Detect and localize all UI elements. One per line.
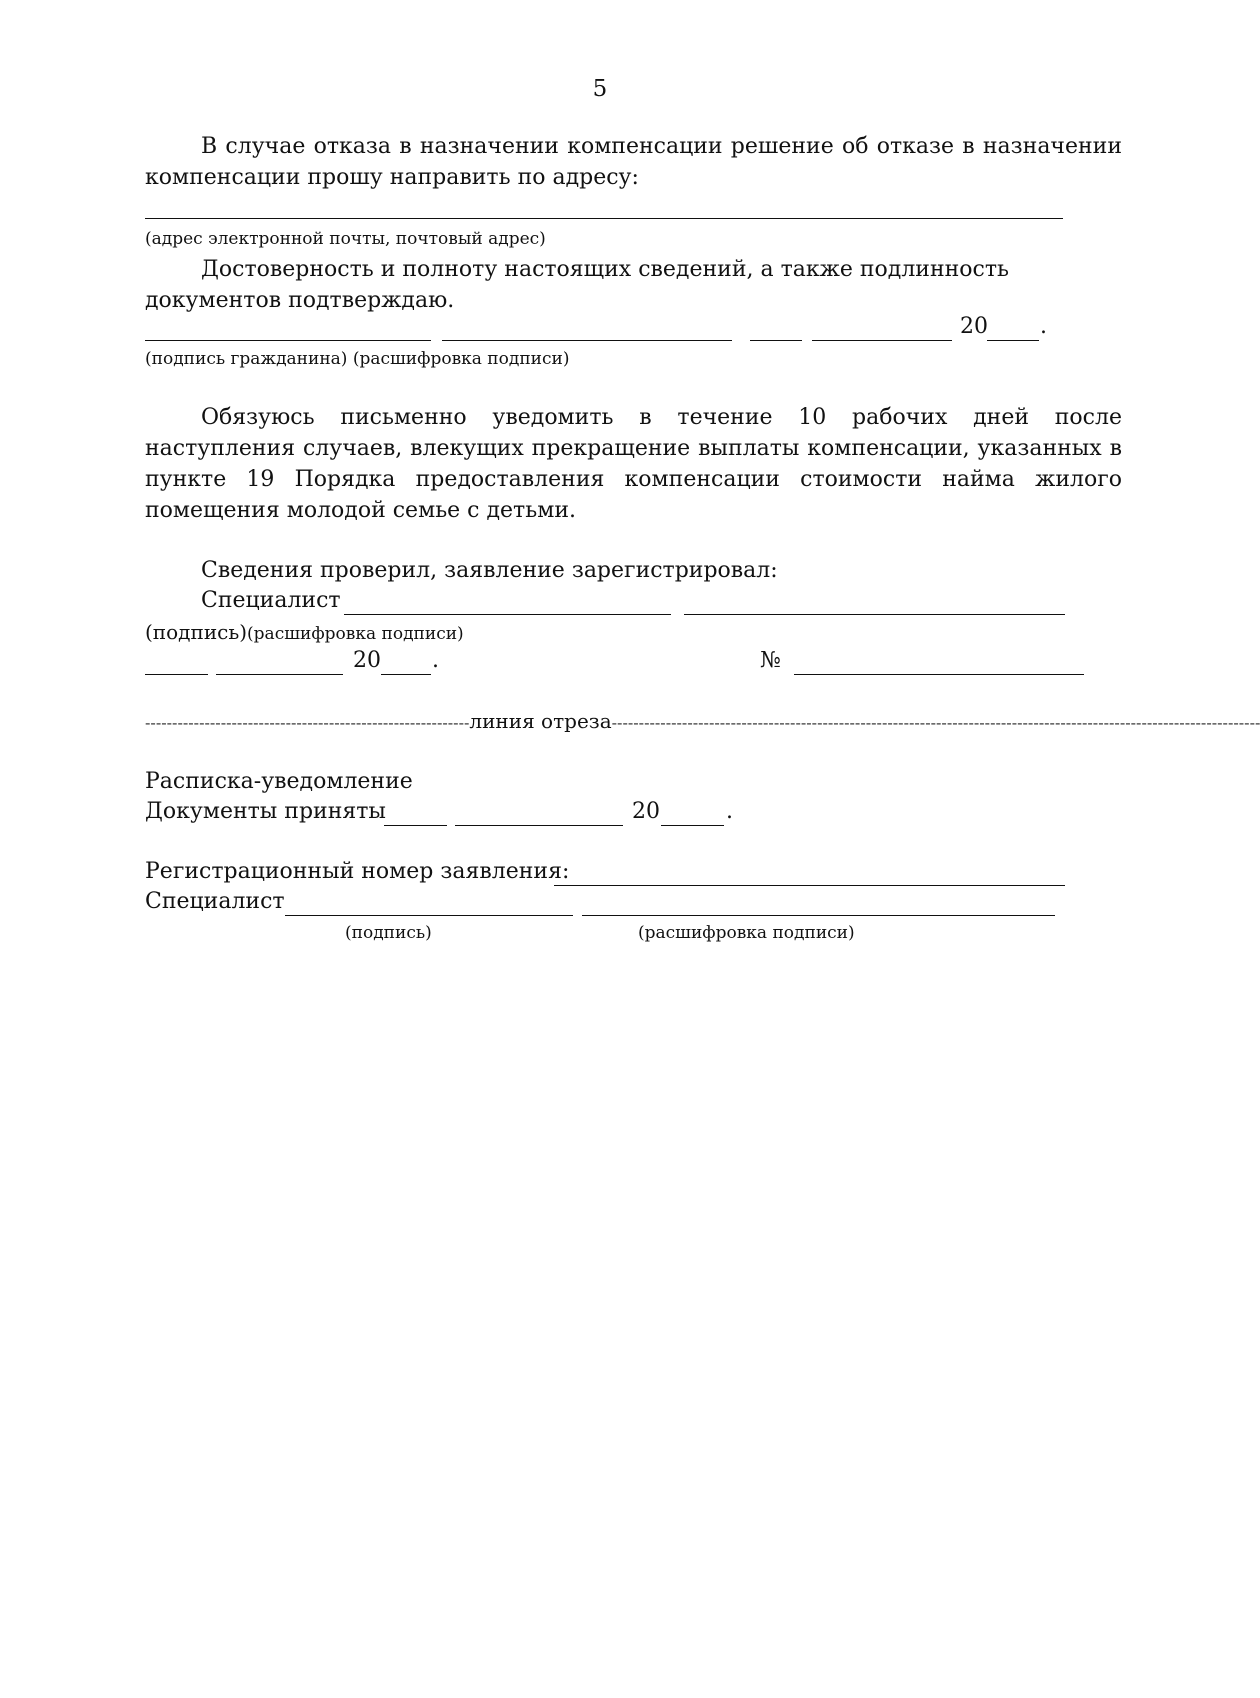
receipt-docs-label: Документы приняты bbox=[145, 799, 386, 824]
cut-line bbox=[145, 708, 1260, 736]
verification-signature-field[interactable] bbox=[344, 614, 671, 615]
confirm-month-field[interactable] bbox=[812, 340, 952, 341]
receipt-signature-field[interactable] bbox=[285, 915, 573, 916]
verification-decode-field[interactable] bbox=[684, 614, 1065, 615]
receipt-year-prefix: 20 bbox=[632, 799, 660, 824]
confirm-day-field[interactable] bbox=[750, 340, 802, 341]
verification-year-suffix: . bbox=[432, 648, 439, 673]
receipt-year-suffix: . bbox=[726, 799, 733, 824]
confirm-year-prefix: 20 bbox=[960, 314, 988, 339]
cut-line-dashes-left: ------------------------------------------------------------ bbox=[145, 713, 470, 732]
receipt-caption-decode: (расшифровка подписи) bbox=[638, 923, 855, 943]
page-number: 5 bbox=[592, 76, 608, 102]
verification-day-field[interactable] bbox=[145, 674, 208, 675]
receipt-year-field[interactable] bbox=[661, 825, 724, 826]
verification-year-field[interactable] bbox=[381, 674, 431, 675]
address-field[interactable] bbox=[145, 218, 1063, 219]
receipt-caption-signature: (подпись) bbox=[345, 923, 432, 943]
verification-specialist-label: Специалист bbox=[201, 588, 341, 613]
obligation-paragraph: Обязуюсь письменно уведомить в течение 10 рабочих дней после наступления случаев, влекущих прекращение выплаты компенсации, указанных в пункте 19 Порядка предоставления компенсации стоимости найма жилого помещения молодой семье с детьми. bbox=[145, 405, 1122, 523]
citizen-signature-decode-field[interactable] bbox=[442, 340, 732, 341]
verification-number-field[interactable] bbox=[794, 674, 1084, 675]
receipt-decode-field[interactable] bbox=[582, 915, 1055, 916]
verification-month-field[interactable] bbox=[216, 674, 343, 675]
verification-year-prefix: 20 bbox=[353, 648, 381, 673]
address-caption: (адрес электронной почты, почтовый адрес) bbox=[145, 229, 546, 249]
receipt-reg-number-field[interactable] bbox=[554, 885, 1065, 886]
confirm-year-field[interactable] bbox=[987, 340, 1039, 341]
confirm-caption: (подпись гражданина) (расшифровка подписи) bbox=[145, 349, 570, 369]
receipt-month-field[interactable] bbox=[455, 825, 623, 826]
receipt-title: Расписка-уведомление bbox=[145, 769, 413, 794]
cut-line-dashes-right: ------------------------------------------------------------------------------------------------------------------------ bbox=[611, 713, 1260, 732]
confirm-year-suffix: . bbox=[1040, 314, 1047, 339]
verification-caption-signature bbox=[145, 621, 464, 645]
verification-heading: Сведения проверил, заявление зарегистрировал: bbox=[201, 558, 778, 583]
refusal-paragraph: В случае отказа в назначении компенсации решение об отказе в назначении компенсации прошу направить по адресу: bbox=[145, 134, 1122, 190]
confirm-paragraph: Достоверность и полноту настоящих сведений, а также подлинность документов подтверждаю. bbox=[145, 257, 1009, 313]
caption-signature-text: (подпись) bbox=[145, 620, 248, 644]
receipt-day-field[interactable] bbox=[384, 825, 447, 826]
caption-decode-text: (расшифровка подписи) bbox=[247, 624, 464, 644]
cut-line-label: линия отреза bbox=[469, 709, 612, 733]
receipt-specialist-label: Специалист bbox=[145, 889, 285, 914]
verification-number-label: № bbox=[760, 648, 781, 673]
citizen-signature-field[interactable] bbox=[145, 340, 431, 341]
receipt-reg-label: Регистрационный номер заявления: bbox=[145, 859, 570, 884]
